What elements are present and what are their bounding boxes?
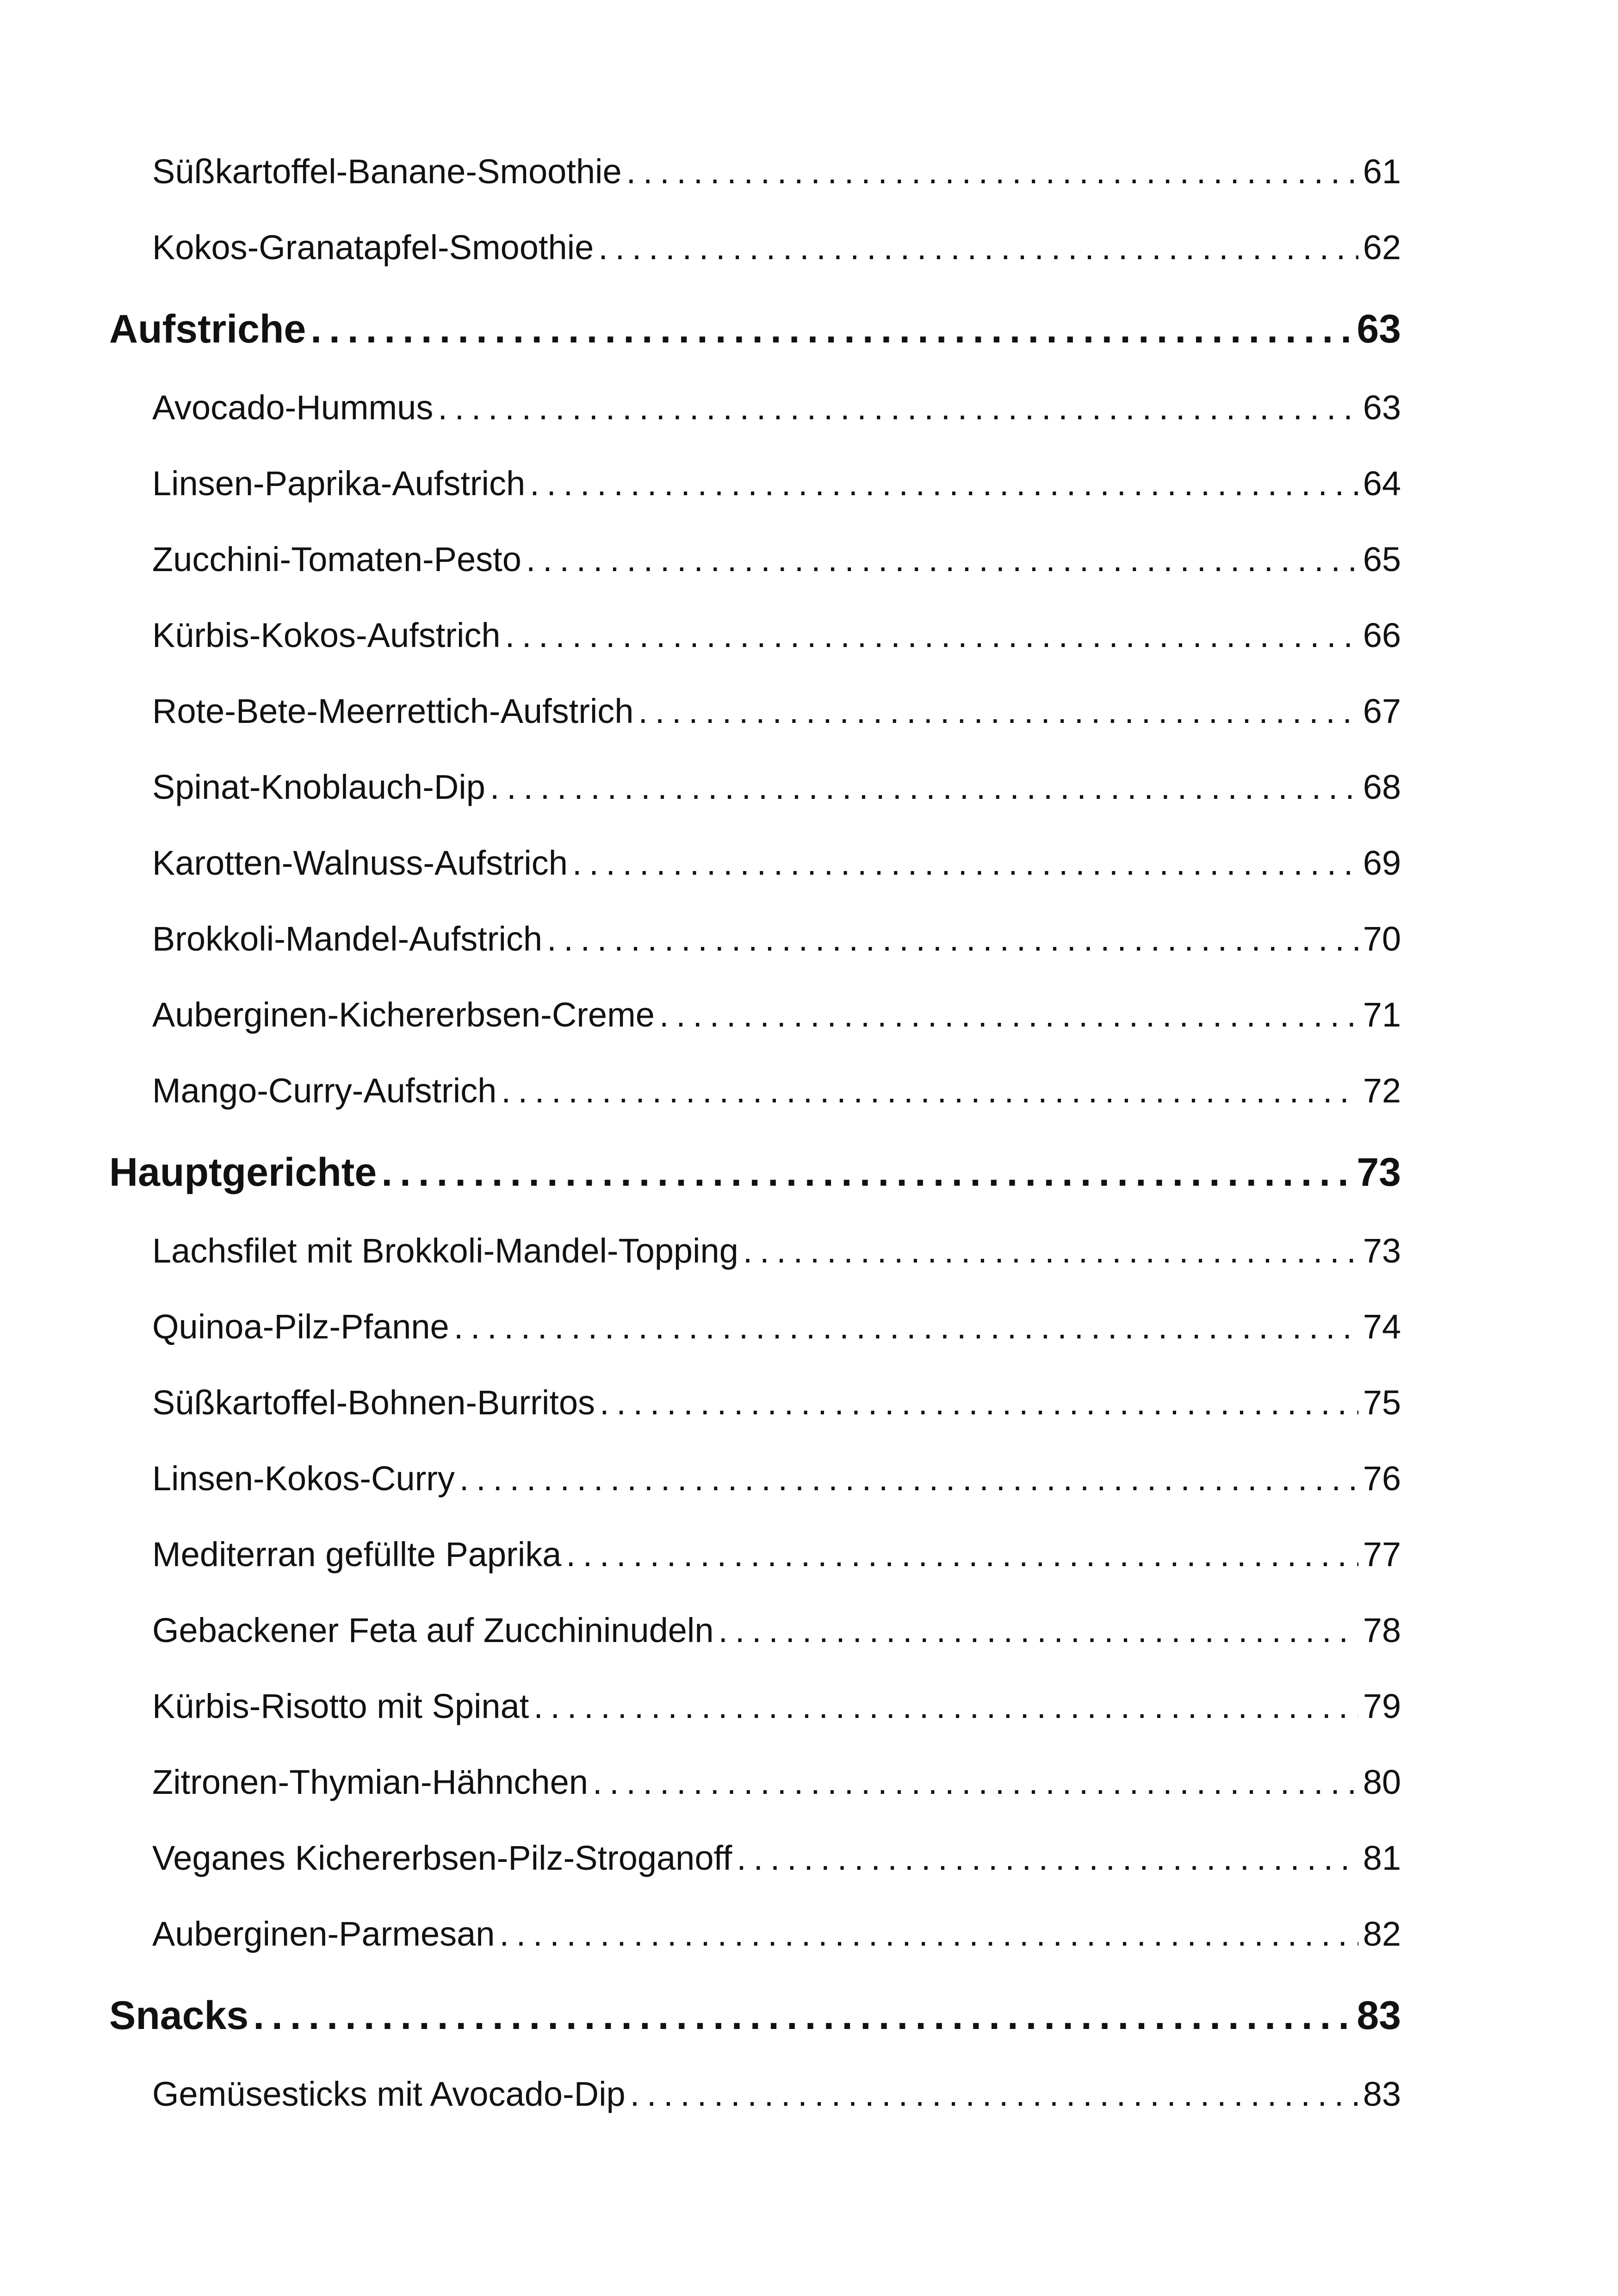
dot-leader bbox=[533, 1686, 1358, 1726]
dot-leader bbox=[566, 1535, 1358, 1574]
toc-entry-title: Spinat-Knoblauch-Dip bbox=[152, 768, 485, 806]
toc-entry-title: Auberginen-Parmesan bbox=[152, 1915, 495, 1953]
dot-leader bbox=[505, 616, 1358, 655]
toc-page-number: 66 bbox=[1363, 616, 1401, 654]
dot-leader bbox=[572, 843, 1358, 883]
toc-entry-title: Mango-Curry-Aufstrich bbox=[152, 1071, 497, 1110]
toc-section-title: Snacks bbox=[109, 1993, 249, 2038]
toc-section-heading[interactable] bbox=[109, 304, 1401, 388]
toc-entry-title: Zitronen-Thymian-Hähnchen bbox=[152, 1763, 588, 1801]
dot-leader bbox=[593, 1762, 1358, 1802]
toc-page-number: 72 bbox=[1363, 1071, 1401, 1110]
toc-entry-title: Gebackener Feta auf Zucchininudeln bbox=[152, 1611, 714, 1649]
dot-leader bbox=[459, 1459, 1358, 1498]
toc-page-number: 75 bbox=[1363, 1383, 1401, 1422]
toc-section-heading[interactable] bbox=[109, 1147, 1401, 1231]
toc-page-number: 77 bbox=[1363, 1535, 1401, 1574]
toc-section-heading[interactable] bbox=[109, 1990, 1401, 2074]
toc-page-number: 83 bbox=[1363, 2075, 1401, 2113]
dot-leader bbox=[626, 152, 1358, 191]
toc-entry-title: Kürbis-Kokos-Aufstrich bbox=[152, 616, 501, 654]
dot-leader bbox=[499, 1914, 1358, 1954]
toc-entry-title: Zucchini-Tomaten-Pesto bbox=[152, 540, 521, 579]
toc-entry[interactable] bbox=[109, 2074, 1401, 2150]
toc-entry-title: Avocado-Hummus bbox=[152, 388, 434, 427]
toc-entry[interactable] bbox=[109, 1383, 1401, 1459]
toc-page-number: 80 bbox=[1363, 1763, 1401, 1801]
toc-entry[interactable] bbox=[109, 1307, 1401, 1383]
table-of-contents bbox=[109, 152, 1401, 2150]
toc-entry[interactable] bbox=[109, 464, 1401, 540]
toc-entry[interactable] bbox=[109, 767, 1401, 843]
dot-leader bbox=[253, 1993, 1352, 2039]
dot-leader bbox=[638, 691, 1358, 731]
toc-page-number: 81 bbox=[1363, 1839, 1401, 1877]
toc-page-number: 65 bbox=[1363, 540, 1401, 579]
toc-page-number: 63 bbox=[1357, 307, 1401, 351]
toc-page-number: 79 bbox=[1363, 1687, 1401, 1725]
toc-page-number: 82 bbox=[1363, 1915, 1401, 1953]
toc-entry-title: Linsen-Paprika-Aufstrich bbox=[152, 464, 526, 503]
toc-entry[interactable] bbox=[109, 691, 1401, 767]
toc-entry[interactable] bbox=[109, 1535, 1401, 1611]
toc-entry[interactable] bbox=[109, 388, 1401, 464]
toc-entry[interactable] bbox=[109, 1611, 1401, 1686]
toc-page-number: 76 bbox=[1363, 1459, 1401, 1498]
toc-page-number: 78 bbox=[1363, 1611, 1401, 1649]
toc-entry[interactable] bbox=[109, 152, 1401, 228]
toc-page-number: 69 bbox=[1363, 844, 1401, 882]
dot-leader bbox=[490, 767, 1358, 807]
toc-section-title: Hauptgerichte bbox=[109, 1150, 377, 1195]
toc-entry[interactable] bbox=[109, 995, 1401, 1071]
dot-leader bbox=[598, 228, 1358, 267]
toc-entry[interactable] bbox=[109, 1071, 1401, 1147]
toc-entry-title: Brokkoli-Mandel-Aufstrich bbox=[152, 920, 543, 958]
toc-page-number: 62 bbox=[1363, 228, 1401, 267]
dot-leader bbox=[454, 1307, 1358, 1346]
toc-entry-title: Veganes Kichererbsen-Pilz-Stroganoff bbox=[152, 1839, 732, 1877]
toc-entry-title: Mediterran gefüllte Paprika bbox=[152, 1535, 562, 1574]
toc-page-number: 71 bbox=[1363, 996, 1401, 1034]
toc-page-number: 74 bbox=[1363, 1307, 1401, 1346]
dot-leader bbox=[547, 919, 1358, 958]
toc-section-title: Aufstriche bbox=[109, 307, 306, 351]
dot-leader bbox=[530, 464, 1358, 503]
toc-entry[interactable] bbox=[109, 228, 1401, 304]
dot-leader bbox=[600, 1383, 1358, 1422]
dot-leader bbox=[381, 1150, 1352, 1195]
dot-leader bbox=[719, 1611, 1358, 1650]
toc-entry[interactable] bbox=[109, 1762, 1401, 1838]
dot-leader bbox=[659, 995, 1358, 1034]
toc-page-number: 83 bbox=[1357, 1993, 1401, 2038]
toc-entry[interactable] bbox=[109, 1838, 1401, 1914]
dot-leader bbox=[501, 1071, 1358, 1110]
dot-leader bbox=[526, 540, 1358, 579]
toc-entry-title: Süßkartoffel-Banane-Smoothie bbox=[152, 152, 622, 191]
toc-page-number: 73 bbox=[1357, 1150, 1401, 1195]
toc-entry-title: Linsen-Kokos-Curry bbox=[152, 1459, 455, 1498]
toc-entry-title: Rote-Bete-Meerrettich-Aufstrich bbox=[152, 692, 634, 730]
toc-entry-title: Lachsfilet mit Brokkoli-Mandel-Topping bbox=[152, 1232, 738, 1270]
toc-entry-title: Auberginen-Kichererbsen-Creme bbox=[152, 996, 655, 1034]
dot-leader bbox=[743, 1231, 1358, 1270]
toc-entry[interactable] bbox=[109, 1914, 1401, 1990]
toc-entry[interactable] bbox=[109, 1686, 1401, 1762]
toc-page-number: 61 bbox=[1363, 152, 1401, 191]
toc-entry-title: Kürbis-Risotto mit Spinat bbox=[152, 1687, 529, 1725]
toc-page-number: 67 bbox=[1363, 692, 1401, 730]
dot-leader bbox=[737, 1838, 1358, 1878]
toc-page-number: 68 bbox=[1363, 768, 1401, 806]
toc-entry[interactable] bbox=[109, 1459, 1401, 1535]
dot-leader bbox=[310, 306, 1352, 352]
toc-page-number: 63 bbox=[1363, 388, 1401, 427]
toc-entry[interactable] bbox=[109, 843, 1401, 919]
toc-entry[interactable] bbox=[109, 919, 1401, 995]
toc-entry-title: Gemüsesticks mit Avocado-Dip bbox=[152, 2075, 626, 2113]
toc-entry-title: Quinoa-Pilz-Pfanne bbox=[152, 1307, 449, 1346]
toc-entry[interactable] bbox=[109, 540, 1401, 616]
dot-leader bbox=[438, 388, 1358, 427]
toc-page-number: 70 bbox=[1363, 920, 1401, 958]
toc-entry-title: Kokos-Granatapfel-Smoothie bbox=[152, 228, 594, 267]
toc-entry-title: Süßkartoffel-Bohnen-Burritos bbox=[152, 1383, 595, 1422]
toc-page-number: 73 bbox=[1363, 1232, 1401, 1270]
toc-page-number: 64 bbox=[1363, 464, 1401, 503]
toc-entry[interactable] bbox=[109, 1231, 1401, 1307]
toc-entry[interactable] bbox=[109, 616, 1401, 691]
toc-entry-title: Karotten-Walnuss-Aufstrich bbox=[152, 844, 568, 882]
dot-leader bbox=[630, 2074, 1358, 2114]
